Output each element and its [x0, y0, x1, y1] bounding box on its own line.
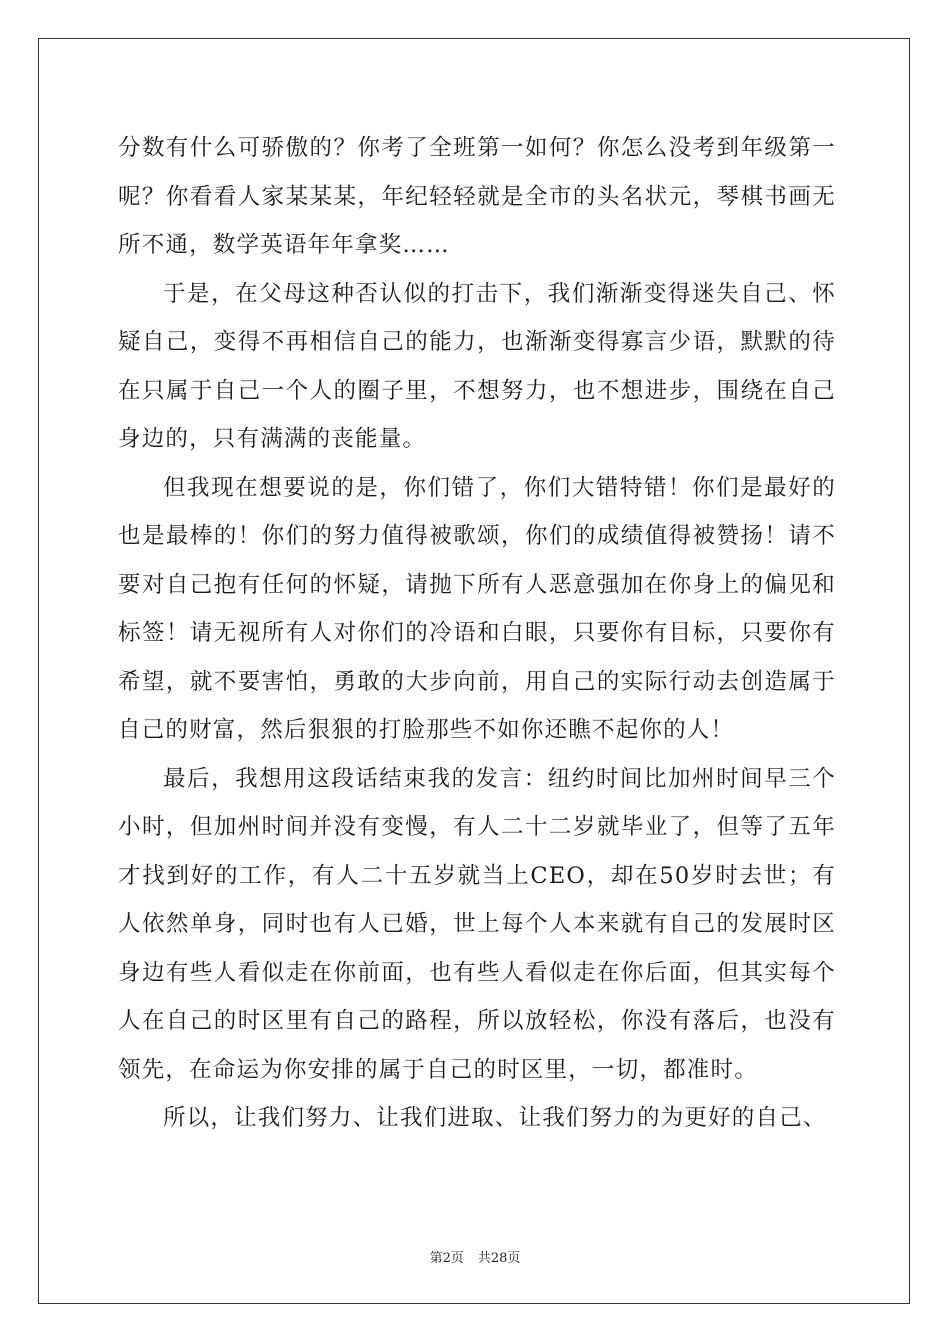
page-footer [0, 1247, 950, 1266]
paragraph-1: 分数有什么可骄傲的？你考了全班第一如何？你怎么没考到年级第一呢？你看看人家某某某，年纪轻轻就是全市的头名状元，琴棋书画无所不通，数学英语年年拿奖…… [118, 135, 836, 258]
page-total: 共28页 [477, 1251, 521, 1266]
paragraph-4: 最后，我想用这段话结束我的发言：纽约时间比加州时间早三个小时，但加州时间并没有变慢，有人二十二岁就毕业了，但等了五年才找到好的工作，有人二十五岁就当上CEO，却在50岁时去世；有人依然单身，同时也有人已婚，世上每个人本来就有自己的发展时区身边有些人看似走在你前面，也有些人看似走在你后面，但其实每个人在自己的时区里有自己的路程，所以放轻松，你没有落后，也没有领先，在命运为你安排的属于自己的时区里，一切，都准时。 [118, 765, 836, 1083]
document-body [118, 124, 836, 1143]
paragraph-3: 但我现在想要说的是，你们错了，你们大错特错！你们是最好的也是最棒的！你们的努力值得被歌颂，你们的成绩值得被赞扬！请不要对自己抱有任何的怀疑，请抛下所有人恶意强加在你身上的偏见和标签！请无视所有人对你们的冷语和白眼，只要你有目标，只要你有希望，就不要害怕，勇敢的大步向前，用自己的实际行动去创造属于自己的财富，然后狠狠的打脸那些不如你还瞧不起你的人！ [118, 474, 836, 743]
page-number: 第2页 [429, 1251, 464, 1266]
paragraph-2: 于是，在父母这种否认似的打击下，我们渐渐变得迷失自己、怀疑自己，变得不再相信自己的能力，也渐渐变得寡言少语，默默的待在只属于自己一个人的圈子里，不想努力，也不想进步，围绕在自己身边的，只有满满的丧能量。 [118, 280, 836, 452]
paragraph-5: 所以，让我们努力、让我们进取、让我们努力的为更好的自己、 [163, 1105, 827, 1131]
